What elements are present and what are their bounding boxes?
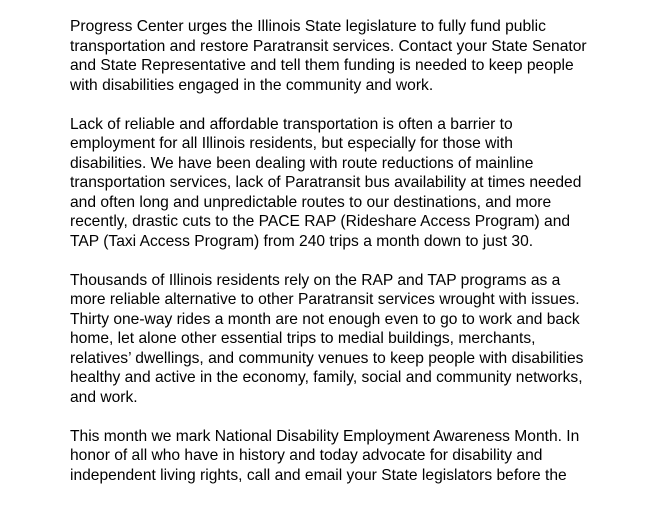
text-line: honor of all who have in history and today advocate for disability and <box>70 447 543 464</box>
text-line: and State Representative and tell them funding is needed to keep people <box>70 57 574 74</box>
text-line: transportation services, lack of Paratransit bus availability at times needed <box>70 174 582 191</box>
text-line: employment for all Illinois residents, but especially for those with <box>70 135 513 152</box>
text-line: This month we mark National Disability Employment Awareness Month. In <box>70 427 580 445</box>
paragraph-rap-tap-programs <box>70 271 590 408</box>
text-line: disabilities. We have been dealing with route reductions of mainline <box>70 154 534 172</box>
text-line: relatives’ dwellings, and community venues to keep people with disabilities <box>70 349 584 367</box>
text-line: independent living rights, call and email your State legislators before the <box>70 466 567 484</box>
text-line: recently, drastic cuts to the PACE RAP (Rideshare Access Program) and <box>70 213 571 230</box>
text-line: and work. <box>70 388 138 406</box>
document-body <box>70 17 590 505</box>
paragraph-transportation-barrier <box>70 115 590 252</box>
paragraph-awareness-month <box>70 427 590 486</box>
text-line: and often long and unpredictable routes to our destinations, and more <box>70 193 552 211</box>
text-line: home, let alone other essential trips to medial buildings, merchants, <box>70 330 536 347</box>
text-line: healthy and active in the economy, family, social and community networks, <box>70 369 583 386</box>
text-line: transportation and restore Paratransit services. Contact your State Senator <box>70 37 587 55</box>
text-line: Thirty one-way rides a month are not enough even to go to work and back <box>70 310 580 328</box>
text-line: Thousands of Illinois residents rely on the RAP and TAP programs as a <box>70 271 561 289</box>
text-line: Lack of reliable and affordable transportation is often a barrier to <box>70 115 513 133</box>
text-line: more reliable alternative to other Paratransit services wrought with issues. <box>70 291 580 308</box>
text-line: Progress Center urges the Illinois State legislature to fully fund public <box>70 18 546 35</box>
text-line: TAP (Taxi Access Program) from 240 trips a month down to just 30. <box>70 232 534 250</box>
paragraph-fund-transportation <box>70 17 590 95</box>
text-line: with disabilities engaged in the community and work. <box>70 76 434 94</box>
